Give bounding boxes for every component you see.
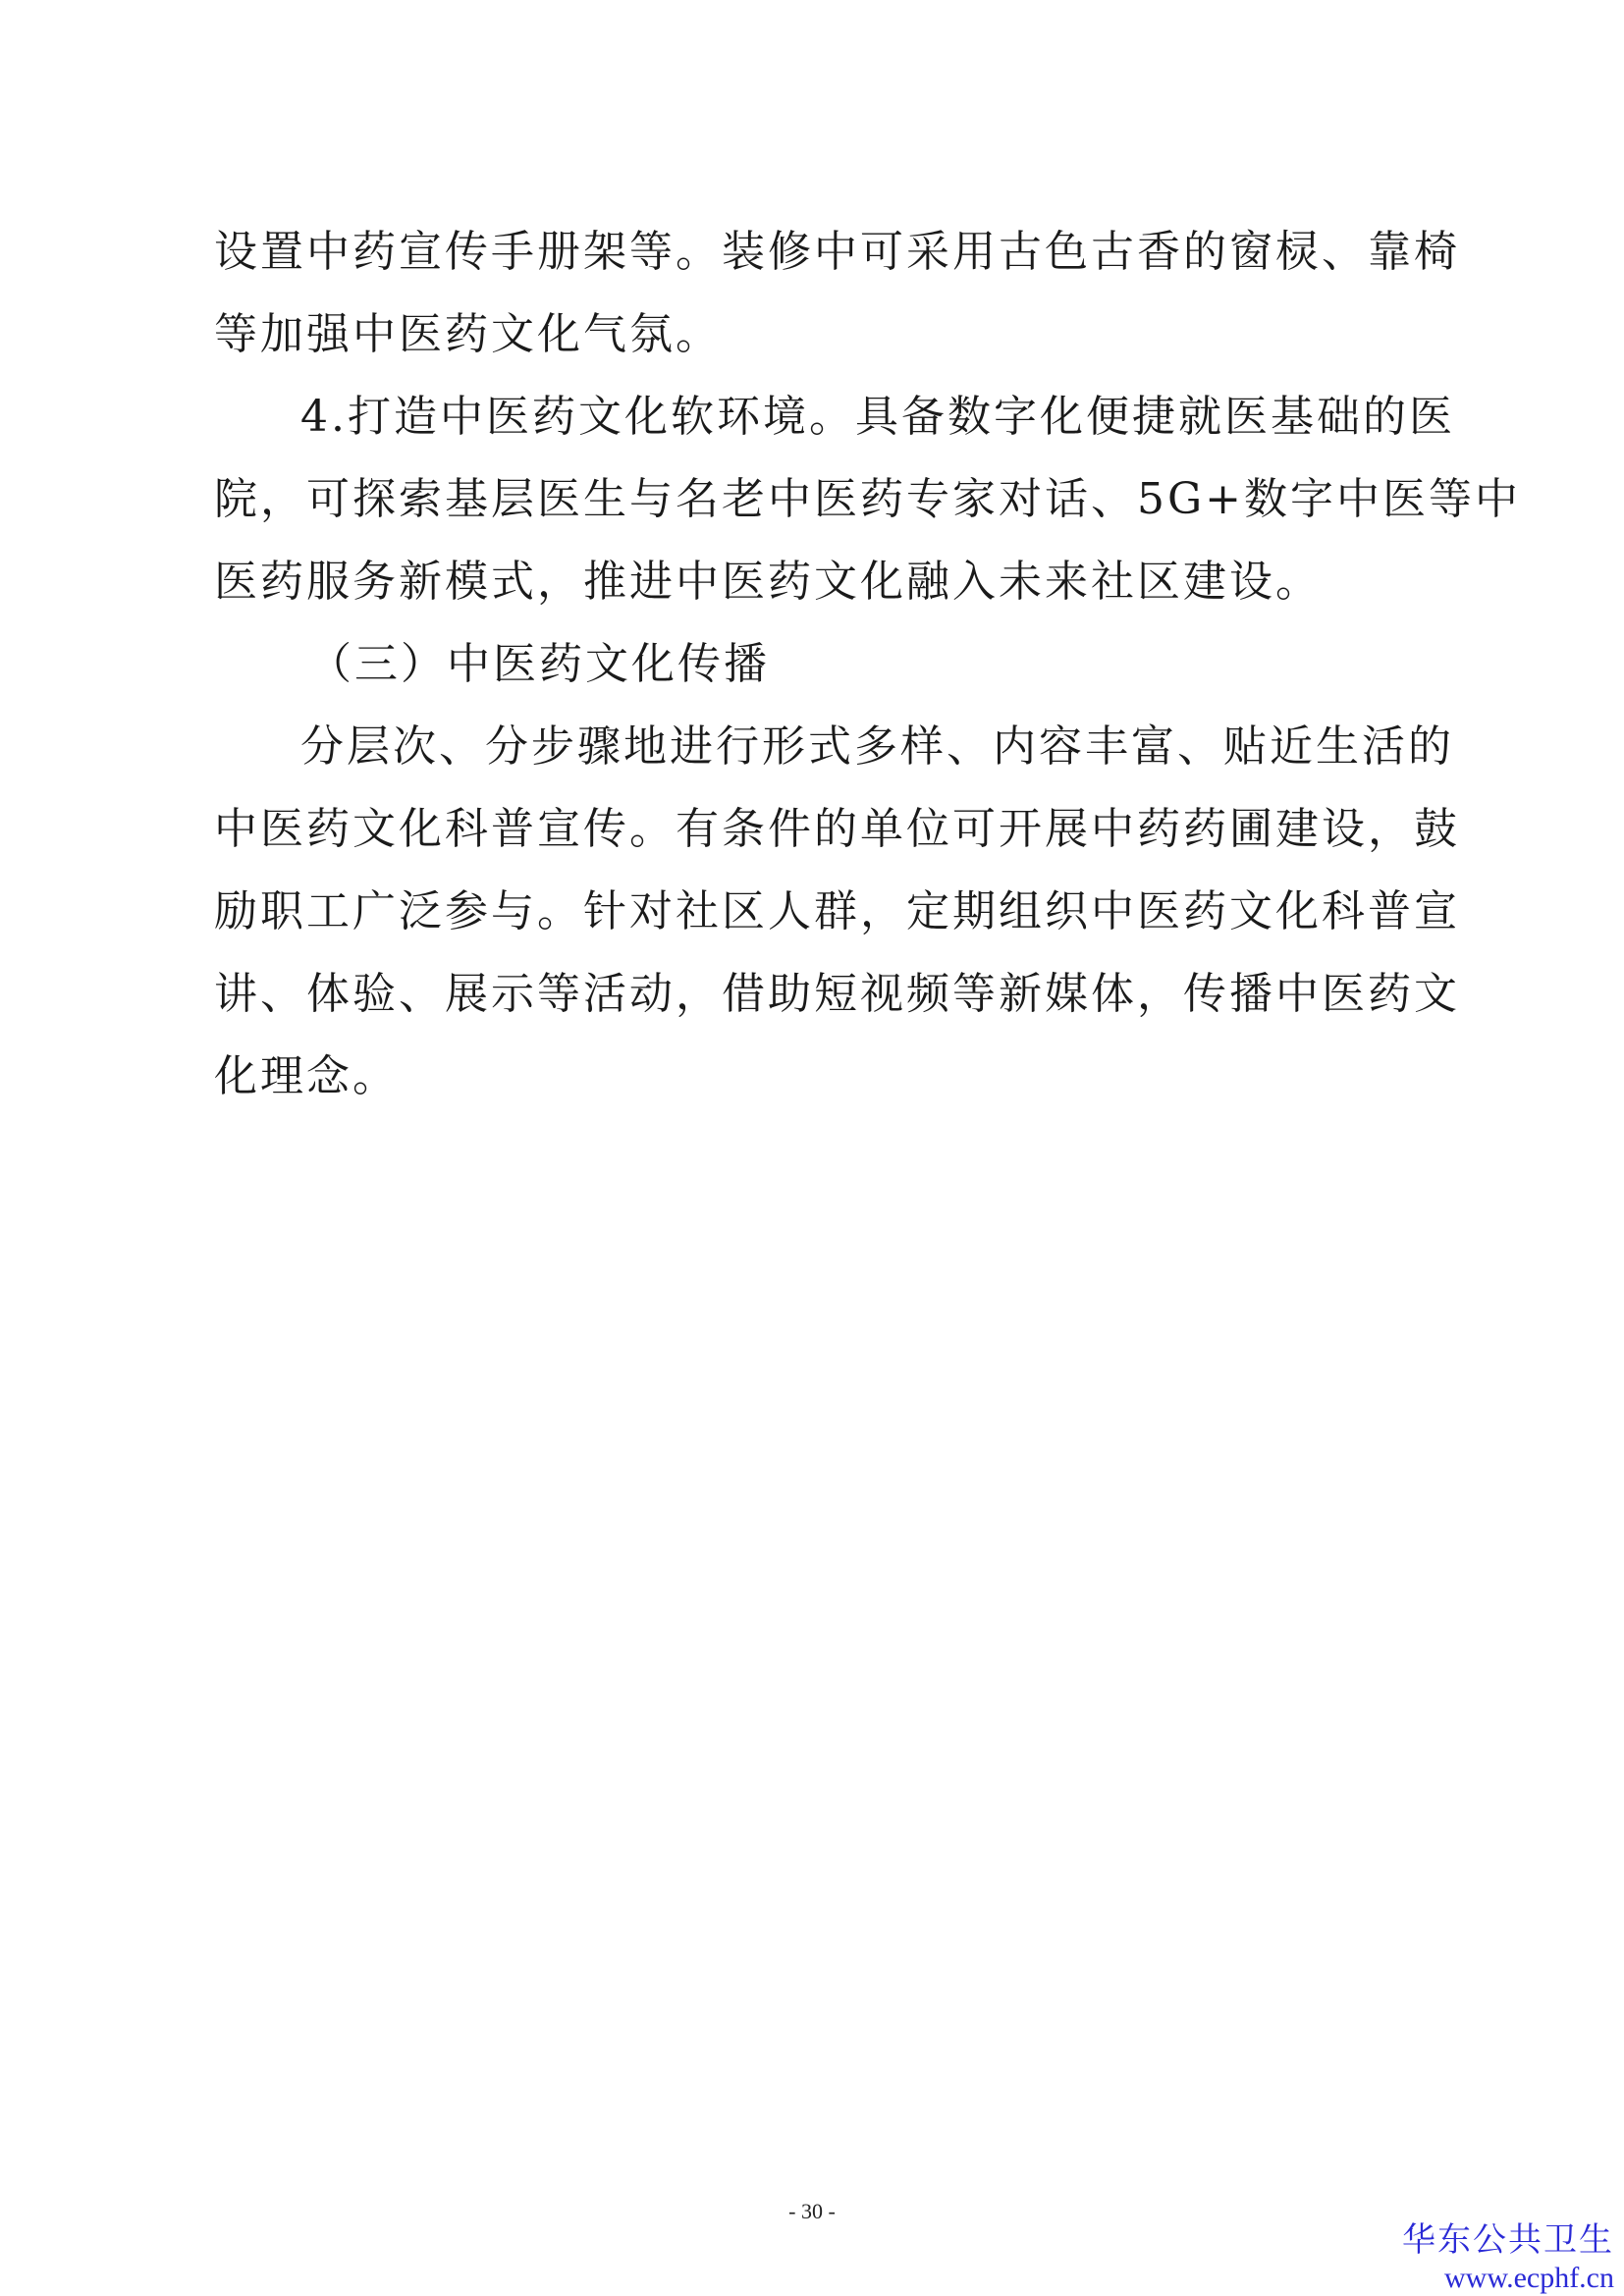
paragraph-line: 4.打造中医药文化软环境。具备数字化便捷就医基础的医 (300, 392, 1455, 442)
watermark-name: 华东公共卫生 (1402, 2220, 1614, 2260)
paragraph-line: 医药服务新模式，推进中医药文化融入未来社区建设。 (214, 557, 1322, 607)
watermark (1402, 2218, 1614, 2295)
paragraph-line: 分层次、分步骤地进行形式多样、内容丰富、贴近生活的 (300, 721, 1454, 772)
paragraph-line: 讲、体验、展示等活动，借助短视频等新媒体，传播中医药文 (214, 969, 1460, 1019)
page-number: - 30 - (788, 2199, 836, 2223)
paragraph-line: 励职工广泛参与。针对社区人群，定期组织中医药文化科普宣 (214, 886, 1460, 936)
paragraph-line: 设置中药宣传手册架等。装修中可采用古色古香的窗棂、靠椅 (214, 227, 1460, 277)
section-heading: （三）中医药文化传播 (308, 639, 770, 689)
paragraph-line: 等加强中医药文化气氛。 (214, 309, 722, 359)
paragraph-line: 化理念。 (214, 1051, 399, 1101)
watermark-url: www.ecphf.cn (1444, 2262, 1614, 2294)
paragraph-line: 中医药文化科普宣传。有条件的单位可开展中药药圃建设，鼓 (214, 804, 1460, 854)
paragraph-line: 院，可探索基层医生与名老中医药专家对话、5G+数字中医等中 (214, 474, 1522, 524)
document-body (214, 211, 1522, 1118)
